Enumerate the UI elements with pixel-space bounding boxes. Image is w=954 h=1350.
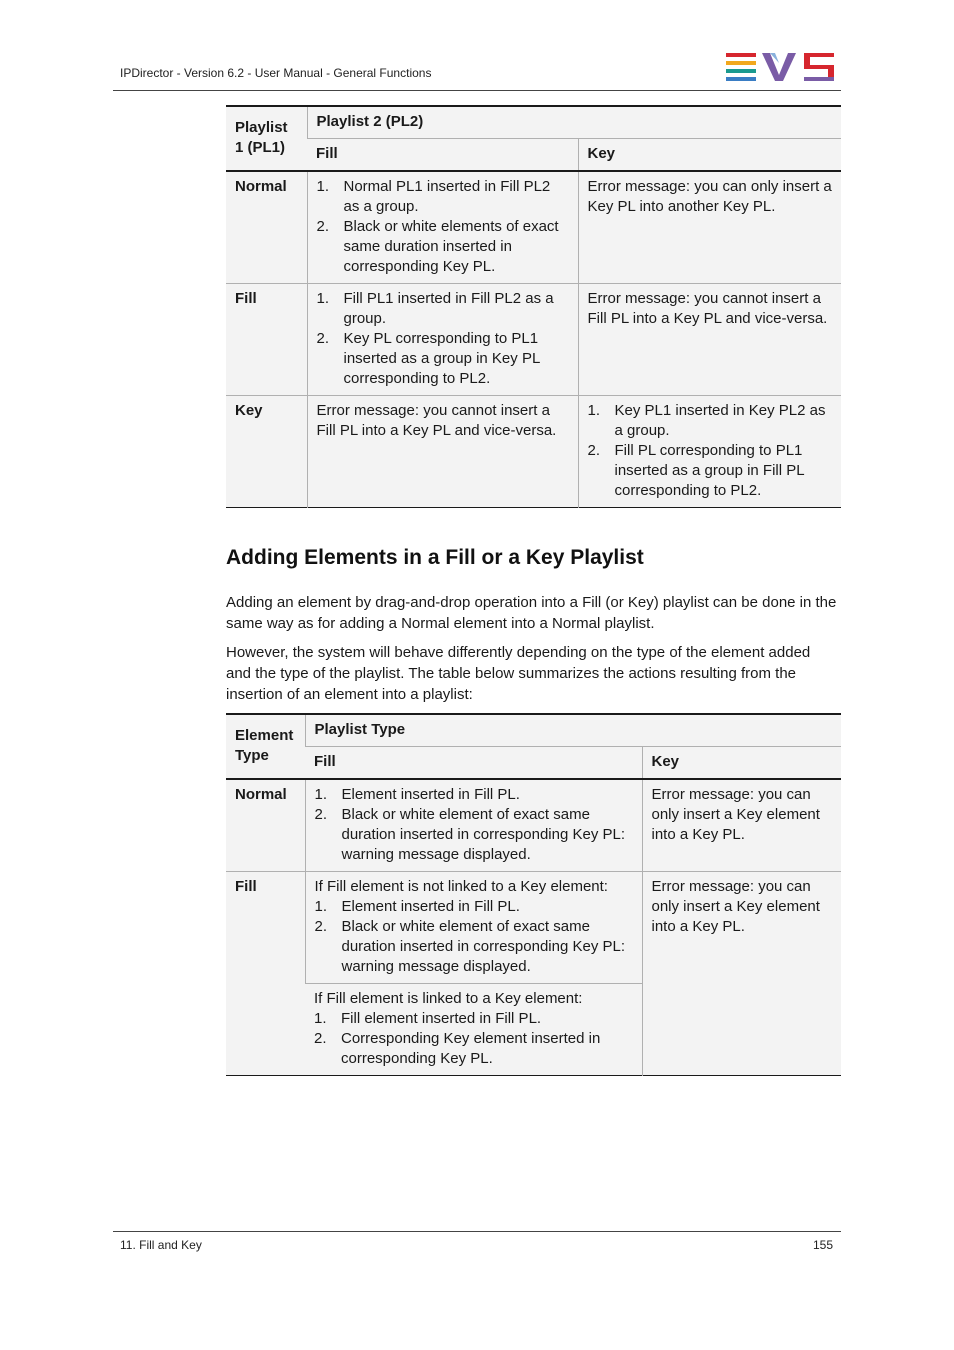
- list-item: 1. Element inserted in Fill PL.: [314, 786, 520, 803]
- condition-intro: If Fill element is not linked to a Key element:: [314, 878, 608, 895]
- list-item: 1. Fill PL1 inserted in Fill PL2 as a group.: [316, 290, 554, 327]
- evs-logo: [726, 53, 834, 81]
- corner-header: Playlist 1 (PL1): [226, 106, 307, 171]
- list-item: 2. Corresponding Key element inserted in corresponding Key PL.: [314, 1030, 601, 1067]
- key-cell: Error message: you can only insert a Key PL into another Key PL.: [578, 171, 841, 284]
- header-rule: [113, 90, 841, 91]
- column-header-fill: Fill: [305, 747, 642, 780]
- fill-cell: [307, 171, 578, 284]
- row-header: Fill: [226, 872, 305, 1076]
- fill-cell: Error message: you cannot insert a Fill PL into a Key PL and vice-versa.: [307, 396, 578, 508]
- fill-cell: [307, 284, 578, 396]
- table-row: [226, 872, 841, 984]
- table-row: [226, 284, 841, 396]
- fill-cell-not-linked: [305, 872, 642, 984]
- key-cell: Error message: you can only insert a Key element into a Key PL.: [642, 872, 841, 1076]
- playlist-combination-table: [226, 105, 841, 508]
- list-item: 2. Black or white element of exact same duration inserted in corresponding Key PL: warning message displayed.: [314, 806, 626, 863]
- list-item: 2. Key PL corresponding to PL1 inserted as a group in Key PL corresponding to PL2.: [316, 330, 540, 387]
- paragraph: However, the system will behave differently depending on the type of the element added and the type of the playlist. The table below summarizes the actions resulting from the insertion of an element into a playlist:: [226, 644, 811, 703]
- list-item: 1. Normal PL1 inserted in Fill PL2 as a group.: [316, 178, 551, 215]
- key-cell: Error message: you can only insert a Key element into a Key PL.: [642, 779, 841, 872]
- key-cell: [578, 396, 841, 508]
- row-header: Fill: [226, 284, 307, 396]
- group-header: Playlist 2 (PL2): [307, 106, 841, 139]
- row-header: Normal: [226, 171, 307, 284]
- column-header-key: Key: [642, 747, 841, 780]
- table-row: [226, 171, 841, 284]
- table-row: [226, 396, 841, 508]
- fill-cell-linked: [305, 984, 642, 1076]
- condition-intro: If Fill element is linked to a Key element:: [314, 990, 583, 1007]
- page-number: 155: [813, 1238, 834, 1252]
- footer-chapter: 11. Fill and Key: [120, 1238, 202, 1252]
- list-item: 1. Element inserted in Fill PL.: [314, 898, 520, 915]
- list-item: 1. Fill element inserted in Fill PL.: [314, 1010, 542, 1027]
- column-header-key: Key: [578, 139, 841, 172]
- row-header: Normal: [226, 779, 305, 872]
- running-header: IPDirector - Version 6.2 - User Manual - General Functions: [120, 66, 432, 80]
- list-item: 2. Fill PL corresponding to PL1 inserted as a group in Fill PL corresponding to PL2.: [587, 442, 805, 499]
- corner-header: Element Type: [226, 714, 305, 779]
- section-heading: Adding Elements in a Fill or a Key Playlist: [226, 546, 644, 569]
- group-header: Playlist Type: [305, 714, 841, 747]
- element-insertion-table: [226, 713, 841, 1076]
- list-item: 2. Black or white elements of exact same duration inserted in corresponding Key PL.: [316, 218, 559, 275]
- fill-cell: [305, 779, 642, 872]
- row-header: Key: [226, 396, 307, 508]
- list-item: 2. Black or white element of exact same duration inserted in corresponding Key PL: warning message displayed.: [314, 918, 626, 975]
- table-row: [226, 779, 841, 872]
- list-item: 1. Key PL1 inserted in Key PL2 as a group.: [587, 402, 826, 439]
- paragraph: Adding an element by drag-and-drop operation into a Fill (or Key) playlist can be done in the same way as for adding a Normal element into a Normal playlist.: [226, 594, 837, 632]
- key-cell: Error message: you cannot insert a Fill PL into a Key PL and vice-versa.: [578, 284, 841, 396]
- column-header-fill: Fill: [307, 139, 578, 172]
- footer-rule: [113, 1231, 841, 1232]
